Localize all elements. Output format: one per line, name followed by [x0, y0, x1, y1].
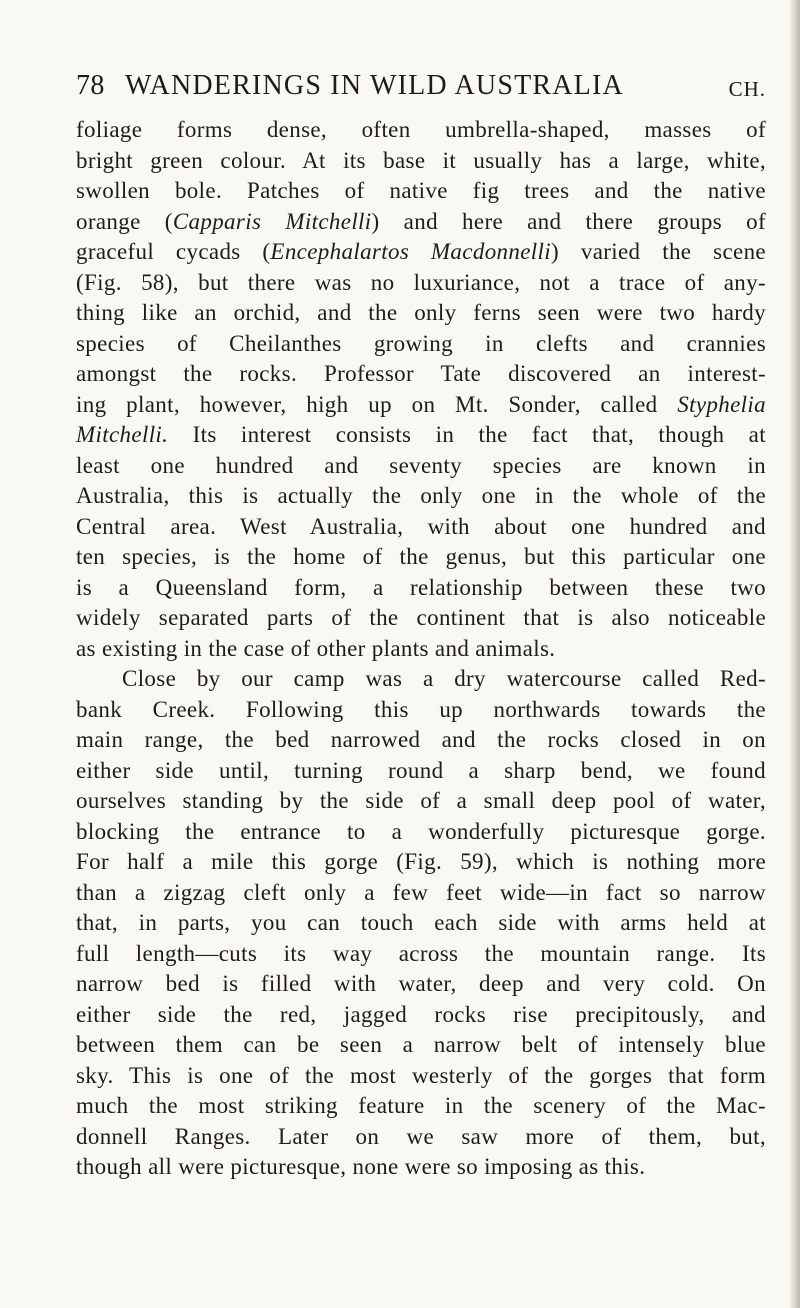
page-number: 78 [76, 70, 105, 101]
paragraph-end-line: though all were picturesque, none were so imposing as this. [76, 1154, 646, 1179]
chapter-abbreviation: CH. [728, 77, 766, 101]
text-line: least one hundred and seventy species are known in [76, 452, 766, 478]
text-line: ourselves standing by the side of a small deep pool of water, [76, 788, 766, 813]
text-line: between them can be seen a narrow belt of intensely blue [76, 1032, 766, 1057]
text-line: either side the red, jagged rocks rise precipitously, and [76, 1001, 766, 1027]
text-line: that, in parts, you can touch each side with arms held at [76, 910, 766, 935]
italic-species-name: Encephalartos Macdonnelli [270, 239, 552, 264]
text-line: blocking the entrance to a wonderfully picturesque gorge. [76, 818, 766, 844]
text-line: main range, the bed narrowed and the rocks closed in on [76, 727, 766, 752]
text-line: orange (Capparis Mitchelli) and here and there groups of [76, 208, 767, 234]
text-line: bright green colour. At its base it usually has a large, white, [76, 147, 766, 173]
text-line: than a zigzag cleft only a few feet wide—in fact so narrow [76, 879, 766, 905]
text-line: widely separated parts of the continent that is also noticeable [76, 605, 766, 630]
text-line: foliage forms dense, often umbrella-shaped, masses of [76, 117, 766, 142]
text-line: amongst the rocks. Professor Tate discovered an interest- [76, 361, 766, 386]
text-line: bank Creek. Following this up northwards towards the [76, 696, 766, 722]
text-line: full length—cuts its way across the mountain range. Its [76, 940, 766, 966]
text-line: sky. This is one of the most westerly of the gorges that form [76, 1062, 766, 1088]
text-line: thing like an orchid, and the only ferns seen were two hardy [76, 300, 766, 325]
italic-species-name: Mitchelli. [76, 422, 169, 447]
text-line: species of Cheilanthes growing in clefts and crannies [76, 330, 766, 356]
text-line: much the most striking feature in the scenery of the Mac- [76, 1093, 766, 1118]
text-line: (Fig. 58), but there was no luxuriance, not a trace of any- [76, 269, 766, 295]
text-line: Australia, this is actually the only one in the whole of the [76, 483, 766, 508]
text-line: either side until, turning round a sharp bend, we found [76, 757, 766, 783]
paragraph-first-line: Close by our camp was a dry watercourse called Red- [122, 666, 766, 691]
text-line: narrow bed is filled with water, deep and very cold. On [76, 971, 766, 996]
running-title: WANDERINGS IN WILD AUSTRALIA [125, 70, 624, 101]
paragraph-end-line: as existing in the case of other plants and animals. [76, 635, 556, 661]
page-edge-shadow [790, 0, 800, 1308]
text-line: is a Queensland form, a relationship between these two [76, 574, 766, 600]
text-line: ing plant, however, high up on Mt. Sonder, called Styphelia [76, 391, 766, 417]
italic-species-name: Capparis Mitchelli [172, 208, 372, 234]
text-line: For half a mile this gorge (Fig. 59), which is nothing more [76, 849, 766, 874]
italic-species-name: Styphelia [677, 391, 766, 417]
text-line: Mitchelli. Its interest consists in the fact that, though at [76, 422, 766, 447]
text-line: swollen bole. Patches of native fig trees and the native [76, 178, 766, 203]
body-text [76, 115, 766, 1183]
text-line: ten species, is the home of the genus, but this particular one [76, 544, 766, 569]
text-line: donnell Ranges. Later on we saw more of them, but, [76, 1123, 766, 1149]
running-header [76, 64, 766, 108]
text-line: Central area. West Australia, with about one hundred and [76, 513, 766, 539]
text-line: graceful cycads (Encephalartos Macdonnelli) varied the scene [76, 239, 766, 264]
